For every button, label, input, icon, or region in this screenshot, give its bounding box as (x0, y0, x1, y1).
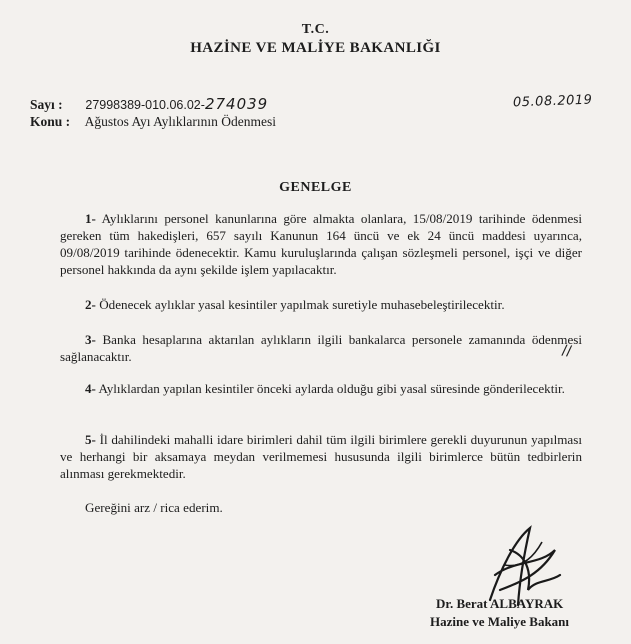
paragraph-1 (60, 210, 582, 278)
sayi-label: Sayı : (30, 97, 63, 112)
sayi-handwritten-number: 274039 (204, 95, 269, 113)
sayi-number: 27998389-010.06.02- (85, 98, 205, 112)
header-tc: T.C. (301, 22, 330, 37)
paragraph-number: 2- (85, 297, 96, 312)
document-heading: GENELGE (279, 180, 352, 195)
konu-label: Konu : (30, 114, 71, 129)
sayi-line (30, 95, 268, 113)
handwritten-date: 05.08.2019 (512, 92, 593, 111)
paragraph-5 (60, 431, 582, 482)
paragraph-number: 5- (85, 432, 96, 447)
paragraph-text: Aylıklardan yapılan kesintiler önceki aylarda olduğu gibi yasal süresinde gönderilecektir. (98, 381, 565, 396)
paragraph-number: 4- (85, 381, 96, 396)
paragraph-2 (60, 296, 582, 313)
konu-subject: Ağustos Ayı Aylıklarının Ödenmesi (84, 114, 277, 129)
handwritten-mark: // (560, 342, 573, 360)
paragraph-3 (60, 331, 582, 365)
closing-line: Gereğini arz / rica ederim. (85, 500, 223, 515)
paragraph-number: 3- (85, 332, 96, 347)
paragraph-4 (60, 380, 582, 397)
paragraph-text: Aylıklarını personel kanunlarına göre almakta olanlara, 15/08/2019 tarihinde ödenmesi gereken tüm hakedişleri, 657 sayılı Kanunun 164 üncü ve ek 24 üncü maddesi uyarınca, 09/08/2019 tarihinde ödenecektir. Kamu kuruluşlarında çalışan sözleşmeli personel, işçi ve diğer personel hakkında da aynı şekilde işlem yapılacaktır. (60, 211, 582, 277)
paragraph-text: Banka hesaplarına aktarılan aylıkların ilgili bankalarca personele zamanında ödenmesi sağlanacaktır. (60, 332, 582, 364)
signatory-title: Hazine ve Maliye Bakanı (430, 614, 570, 629)
paragraph-number: 1- (85, 211, 96, 226)
konu-line (30, 114, 276, 130)
ministry-title: HAZİNE VE MALİYE BAKANLIĞI (190, 40, 441, 56)
signatory-name: Dr. Berat ALBAYRAK (436, 596, 564, 611)
paragraph-text: İl dahilindeki mahalli idare birimleri dahil tüm ilgili birimlere gerekli duyurunun yapılması ve herhangi bir aksamaya meydan verilmemesi hususunda ilgili birimlerce bütün tedbirlerin alınması gerekmektedir. (60, 432, 582, 481)
paragraph-text: Ödenecek aylıklar yasal kesintiler yapılmak suretiyle muhasebeleştirilecektir. (99, 297, 505, 312)
